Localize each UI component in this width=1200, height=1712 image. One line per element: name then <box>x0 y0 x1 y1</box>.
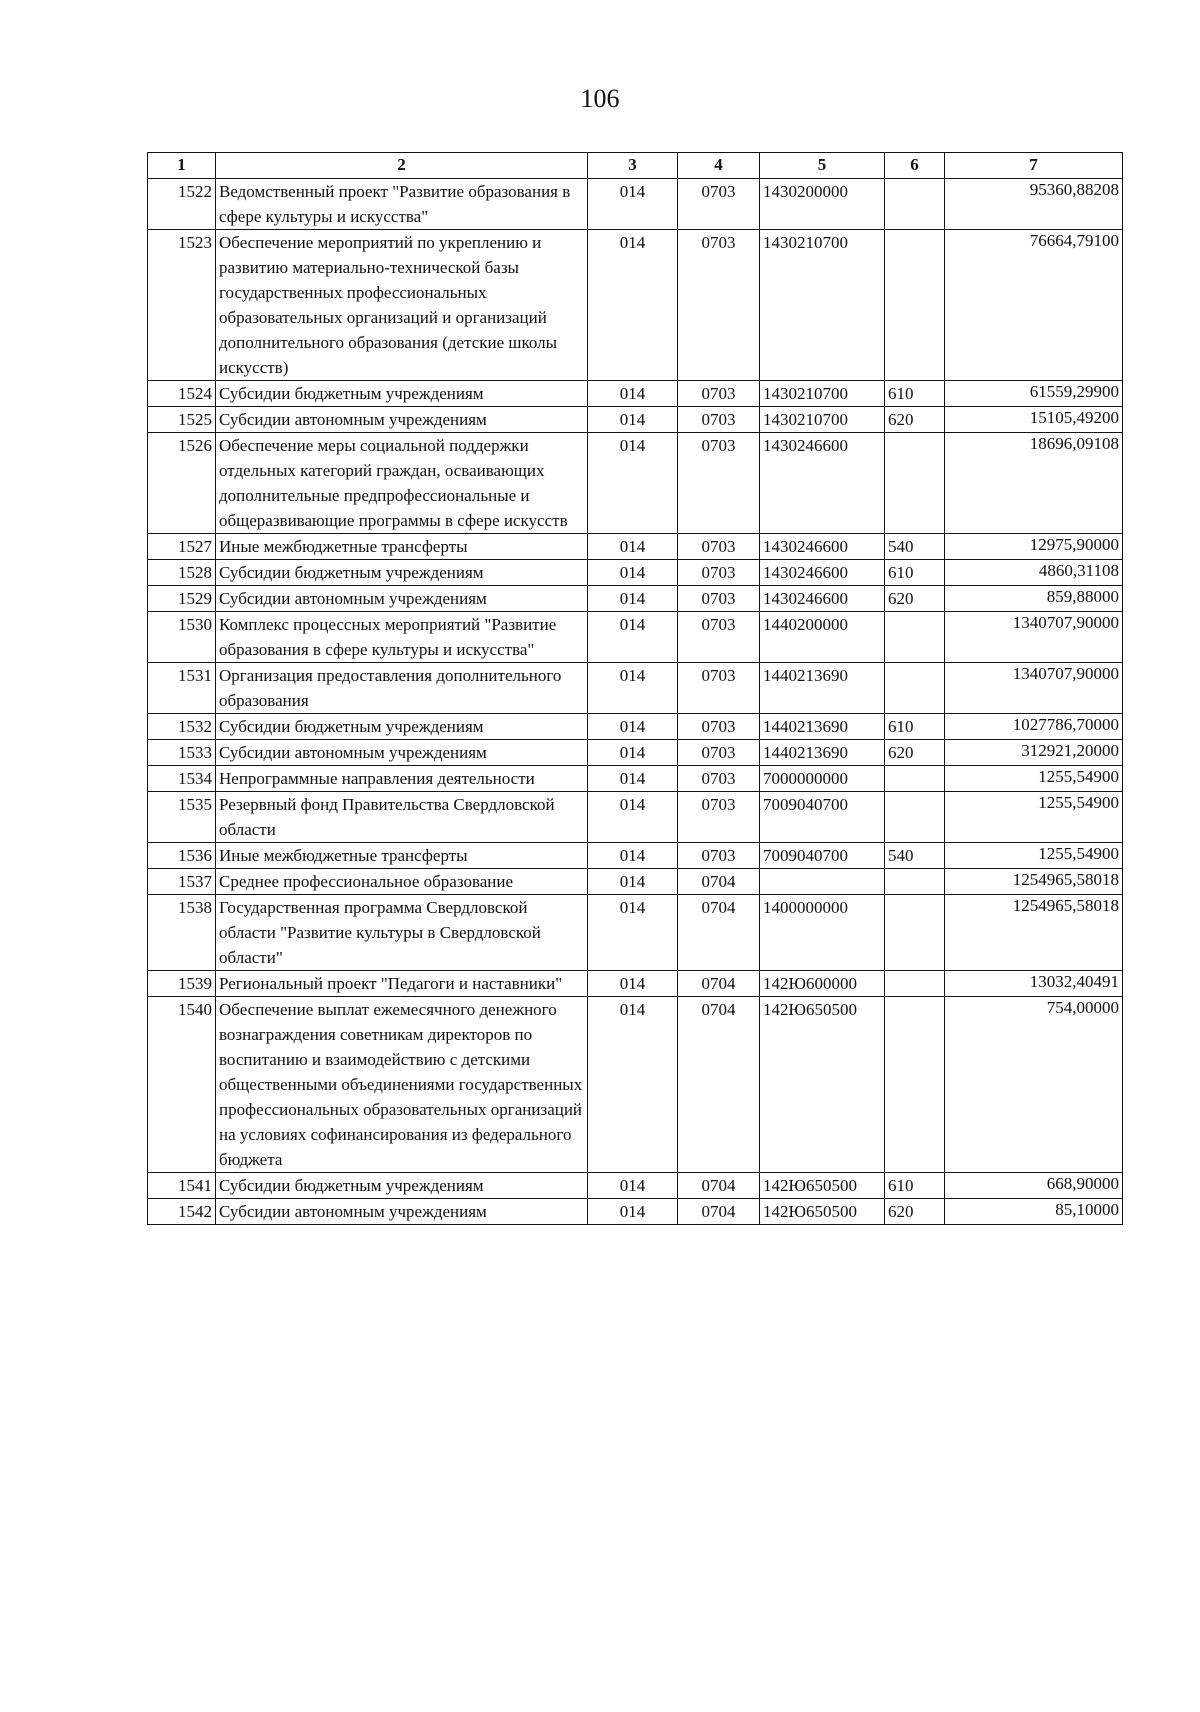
ministry-code: 014 <box>588 560 678 586</box>
target-article-code: 1400000000 <box>760 895 885 971</box>
target-article-code: 1430246600 <box>760 586 885 612</box>
row-name: Непрограммные направления деятельности <box>216 766 588 792</box>
amount: 13032,40491 <box>945 971 1123 997</box>
ministry-code: 014 <box>588 997 678 1173</box>
section-code: 0703 <box>678 230 760 381</box>
section-code: 0703 <box>678 586 760 612</box>
table-row <box>148 560 1123 586</box>
section-code: 0704 <box>678 895 760 971</box>
section-code: 0703 <box>678 560 760 586</box>
column-header-1: 1 <box>148 153 216 179</box>
row-number: 1527 <box>148 534 216 560</box>
table-row <box>148 381 1123 407</box>
expense-type-code <box>885 433 945 534</box>
ministry-code: 014 <box>588 663 678 714</box>
section-code: 0703 <box>678 179 760 230</box>
target-article-code: 7000000000 <box>760 766 885 792</box>
amount: 85,10000 <box>945 1199 1123 1225</box>
expense-type-code <box>885 997 945 1173</box>
ministry-code: 014 <box>588 766 678 792</box>
amount: 312921,20000 <box>945 740 1123 766</box>
row-number: 1534 <box>148 766 216 792</box>
section-code: 0703 <box>678 381 760 407</box>
row-number: 1535 <box>148 792 216 843</box>
expense-type-code: 540 <box>885 843 945 869</box>
row-name: Иные межбюджетные трансферты <box>216 843 588 869</box>
row-name: Обеспечение меры социальной поддержки отдельных категорий граждан, осваивающих дополнительные предпрофессиональные и общеразвивающие программы в сфере искусств <box>216 433 588 534</box>
row-number: 1542 <box>148 1199 216 1225</box>
ministry-code: 014 <box>588 586 678 612</box>
section-code: 0703 <box>678 534 760 560</box>
expense-type-code: 620 <box>885 586 945 612</box>
ministry-code: 014 <box>588 381 678 407</box>
expense-type-code: 610 <box>885 1173 945 1199</box>
expense-type-code: 610 <box>885 714 945 740</box>
amount: 1254965,58018 <box>945 895 1123 971</box>
table-row <box>148 997 1123 1173</box>
ministry-code: 014 <box>588 1173 678 1199</box>
table-row <box>148 586 1123 612</box>
expense-type-code <box>885 663 945 714</box>
row-number: 1530 <box>148 612 216 663</box>
table-row <box>148 407 1123 433</box>
row-name: Обеспечение мероприятий по укреплению и развитию материально-технической базы государственных профессиональных образовательных организаций и организаций дополнительного образования (детские школы искусств) <box>216 230 588 381</box>
row-name: Региональный проект "Педагоги и наставники" <box>216 971 588 997</box>
section-code: 0703 <box>678 612 760 663</box>
expense-type-code <box>885 792 945 843</box>
expense-type-code: 540 <box>885 534 945 560</box>
expense-type-code: 610 <box>885 560 945 586</box>
amount: 4860,31108 <box>945 560 1123 586</box>
row-name: Субсидии автономным учреждениям <box>216 1199 588 1225</box>
table-row <box>148 1173 1123 1199</box>
budget-table <box>147 152 1123 1225</box>
row-number: 1533 <box>148 740 216 766</box>
row-name: Субсидии бюджетным учреждениям <box>216 1173 588 1199</box>
row-number: 1538 <box>148 895 216 971</box>
row-name: Ведомственный проект "Развитие образования в сфере культуры и искусства" <box>216 179 588 230</box>
target-article-code: 1430246600 <box>760 560 885 586</box>
row-number: 1532 <box>148 714 216 740</box>
table-row <box>148 612 1123 663</box>
target-article-code: 1440213690 <box>760 663 885 714</box>
target-article-code: 1430246600 <box>760 433 885 534</box>
section-code: 0703 <box>678 843 760 869</box>
row-number: 1528 <box>148 560 216 586</box>
row-name: Государственная программа Свердловской области "Развитие культуры в Свердловской области" <box>216 895 588 971</box>
table-row <box>148 663 1123 714</box>
expense-type-code: 610 <box>885 381 945 407</box>
ministry-code: 014 <box>588 433 678 534</box>
page-number: 106 <box>580 84 620 113</box>
row-number: 1539 <box>148 971 216 997</box>
target-article-code <box>760 869 885 895</box>
expense-type-code <box>885 230 945 381</box>
row-number: 1526 <box>148 433 216 534</box>
table-row <box>148 843 1123 869</box>
column-header-7: 7 <box>945 153 1123 179</box>
row-number: 1525 <box>148 407 216 433</box>
target-article-code: 142Ю650500 <box>760 1173 885 1199</box>
row-number: 1536 <box>148 843 216 869</box>
section-code: 0703 <box>678 714 760 740</box>
expense-type-code: 620 <box>885 407 945 433</box>
column-header-4: 4 <box>678 153 760 179</box>
target-article-code: 1440213690 <box>760 714 885 740</box>
row-name: Иные межбюджетные трансферты <box>216 534 588 560</box>
section-code: 0703 <box>678 740 760 766</box>
ministry-code: 014 <box>588 792 678 843</box>
row-number: 1524 <box>148 381 216 407</box>
amount: 1254965,58018 <box>945 869 1123 895</box>
expense-type-code <box>885 895 945 971</box>
section-code: 0704 <box>678 997 760 1173</box>
row-number: 1537 <box>148 869 216 895</box>
ministry-code: 014 <box>588 407 678 433</box>
row-number: 1522 <box>148 179 216 230</box>
amount: 754,00000 <box>945 997 1123 1173</box>
row-name: Резервный фонд Правительства Свердловской области <box>216 792 588 843</box>
amount: 859,88000 <box>945 586 1123 612</box>
amount: 1255,54900 <box>945 843 1123 869</box>
target-article-code: 1430210700 <box>760 407 885 433</box>
target-article-code: 1430200000 <box>760 179 885 230</box>
row-name: Обеспечение выплат ежемесячного денежного вознаграждения советникам директоров по воспитанию и взаимодействию с детскими общественными объединениями государственных профессиональных образовательных организаций на условиях софинансирования из федерального бюджета <box>216 997 588 1173</box>
section-code: 0704 <box>678 1173 760 1199</box>
table-body <box>148 179 1123 1225</box>
amount: 95360,88208 <box>945 179 1123 230</box>
amount: 1340707,90000 <box>945 612 1123 663</box>
target-article-code: 142Ю600000 <box>760 971 885 997</box>
target-article-code: 1430246600 <box>760 534 885 560</box>
row-name: Субсидии автономным учреждениям <box>216 740 588 766</box>
expense-type-code: 620 <box>885 740 945 766</box>
row-name: Комплекс процессных мероприятий "Развитие образования в сфере культуры и искусства" <box>216 612 588 663</box>
amount: 1255,54900 <box>945 792 1123 843</box>
ministry-code: 014 <box>588 179 678 230</box>
ministry-code: 014 <box>588 534 678 560</box>
row-number: 1540 <box>148 997 216 1173</box>
row-name: Субсидии автономным учреждениям <box>216 407 588 433</box>
table-row <box>148 792 1123 843</box>
target-article-code: 1430210700 <box>760 381 885 407</box>
table-row <box>148 534 1123 560</box>
row-name: Субсидии бюджетным учреждениям <box>216 381 588 407</box>
table-row <box>148 1199 1123 1225</box>
expense-type-code <box>885 971 945 997</box>
expense-type-code <box>885 179 945 230</box>
ministry-code: 014 <box>588 714 678 740</box>
amount: 76664,79100 <box>945 230 1123 381</box>
amount: 1027786,70000 <box>945 714 1123 740</box>
expense-type-code: 620 <box>885 1199 945 1225</box>
section-code: 0704 <box>678 869 760 895</box>
table-row <box>148 895 1123 971</box>
table-row <box>148 179 1123 230</box>
row-name: Субсидии автономным учреждениям <box>216 586 588 612</box>
expense-type-code <box>885 766 945 792</box>
target-article-code: 7009040700 <box>760 792 885 843</box>
amount: 1255,54900 <box>945 766 1123 792</box>
amount: 15105,49200 <box>945 407 1123 433</box>
table-row <box>148 230 1123 381</box>
row-number: 1531 <box>148 663 216 714</box>
ministry-code: 014 <box>588 740 678 766</box>
table-header <box>148 153 1123 179</box>
ministry-code: 014 <box>588 843 678 869</box>
ministry-code: 014 <box>588 1199 678 1225</box>
row-name: Субсидии бюджетным учреждениям <box>216 714 588 740</box>
target-article-code: 142Ю650500 <box>760 1199 885 1225</box>
section-code: 0703 <box>678 663 760 714</box>
section-code: 0703 <box>678 407 760 433</box>
column-header-6: 6 <box>885 153 945 179</box>
ministry-code: 014 <box>588 971 678 997</box>
target-article-code: 7009040700 <box>760 843 885 869</box>
section-code: 0704 <box>678 971 760 997</box>
table-row <box>148 971 1123 997</box>
target-article-code: 1430210700 <box>760 230 885 381</box>
header-row <box>148 153 1123 179</box>
table-row <box>148 740 1123 766</box>
section-code: 0704 <box>678 1199 760 1225</box>
ministry-code: 014 <box>588 895 678 971</box>
row-number: 1529 <box>148 586 216 612</box>
amount: 668,90000 <box>945 1173 1123 1199</box>
target-article-code: 1440200000 <box>760 612 885 663</box>
table-row <box>148 714 1123 740</box>
amount: 18696,09108 <box>945 433 1123 534</box>
ministry-code: 014 <box>588 612 678 663</box>
row-name: Субсидии бюджетным учреждениям <box>216 560 588 586</box>
ministry-code: 014 <box>588 230 678 381</box>
expense-type-code <box>885 869 945 895</box>
ministry-code: 014 <box>588 869 678 895</box>
column-header-3: 3 <box>588 153 678 179</box>
table-row <box>148 869 1123 895</box>
column-header-2: 2 <box>216 153 588 179</box>
section-code: 0703 <box>678 433 760 534</box>
row-name: Организация предоставления дополнительного образования <box>216 663 588 714</box>
section-code: 0703 <box>678 792 760 843</box>
amount: 12975,90000 <box>945 534 1123 560</box>
section-code: 0703 <box>678 766 760 792</box>
table-row <box>148 433 1123 534</box>
table-row <box>148 766 1123 792</box>
amount: 1340707,90000 <box>945 663 1123 714</box>
target-article-code: 1440213690 <box>760 740 885 766</box>
column-header-5: 5 <box>760 153 885 179</box>
amount: 61559,29900 <box>945 381 1123 407</box>
row-number: 1523 <box>148 230 216 381</box>
expense-type-code <box>885 612 945 663</box>
row-name: Среднее профессиональное образование <box>216 869 588 895</box>
row-number: 1541 <box>148 1173 216 1199</box>
target-article-code: 142Ю650500 <box>760 997 885 1173</box>
